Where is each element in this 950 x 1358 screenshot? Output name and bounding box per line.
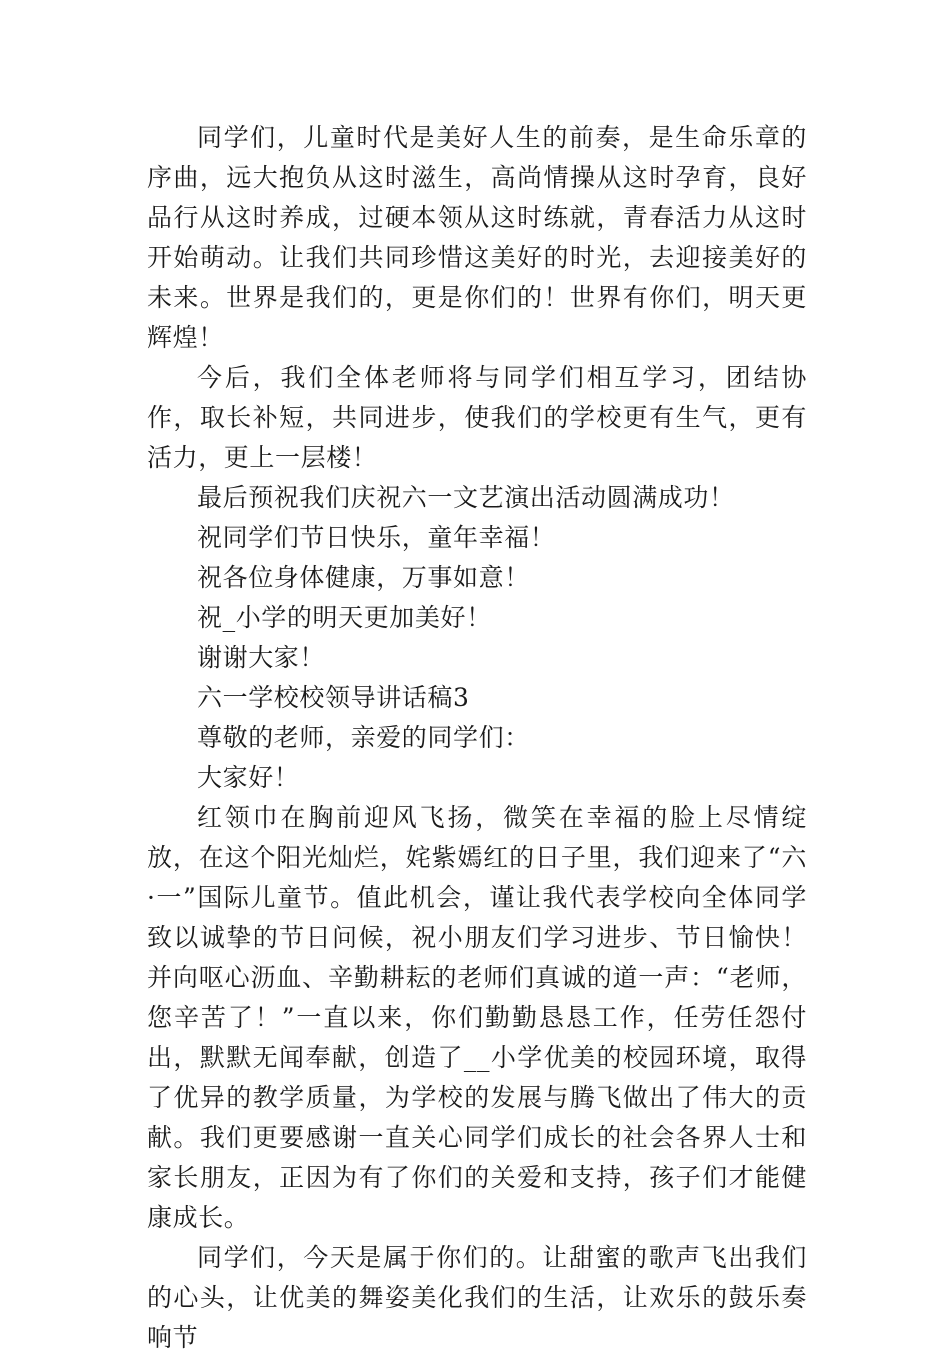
paragraph-12: 同学们，今天是属于你们的。让甜蜜的歌声飞出我们的心头，让优美的舞姿美化我们的生活，让欢乐的鼓乐奏响节 — [147, 1243, 807, 1352]
paragraph-5: 祝各位身体健康，万事如意！ — [197, 563, 530, 592]
document-body — [147, 118, 807, 1358]
paragraph-1: 同学们，儿童时代是美好人生的前奏，是生命乐章的序曲，远大抱负从这时滋生，高尚情操从这时孕育，良好品行从这时养成，过硬本领从这时练就，青春活力从这时开始萌动。让我们共同珍惜这美好的时光，去迎接美好的未来。世界是我们的，更是你们的！世界有你们，明天更辉煌！ — [147, 123, 807, 352]
paragraph-6: 祝_小学的明天更加美好！ — [197, 603, 492, 632]
salutation: 尊敬的老师，亲爱的同学们： — [197, 723, 530, 752]
paragraph-11: 红领巾在胸前迎风飞扬，微笑在幸福的脸上尽情绽放，在这个阳光灿烂，姹紫嫣红的日子里，我们迎来了“六·一”国际儿童节。值此机会，谨让我代表学校向全体同学致以诚挚的节日问候，祝小朋友们学习进步、节日愉快！并向呕心沥血、辛勤耕耘的老师们真诚的道一声：“老师，您辛苦了！”一直以来，你们勤勤恳恳工作，任劳任怨付出，默默无闻奉献，创造了__小学优美的校园环境，取得了优异的教学质量，为学校的发展与腾飞做出了伟大的贡献。我们更要感谢一直关心同学们成长的社会各界人士和家长朋友，正因为有了你们的关爱和支持，孩子们才能健康成长。 — [147, 803, 807, 1232]
greeting: 大家好！ — [197, 763, 300, 792]
paragraph-2: 今后，我们全体老师将与同学们相互学习，团结协作，取长补短，共同进步，使我们的学校更有生气，更有活力，更上一层楼！ — [147, 363, 807, 472]
section-heading: 六一学校校领导讲话稿3 — [197, 683, 470, 712]
paragraph-4: 祝同学们节日快乐，童年幸福！ — [197, 523, 556, 552]
paragraph-3: 最后预祝我们庆祝六一文艺演出活动圆满成功！ — [197, 483, 735, 512]
paragraph-7: 谢谢大家！ — [197, 643, 326, 672]
